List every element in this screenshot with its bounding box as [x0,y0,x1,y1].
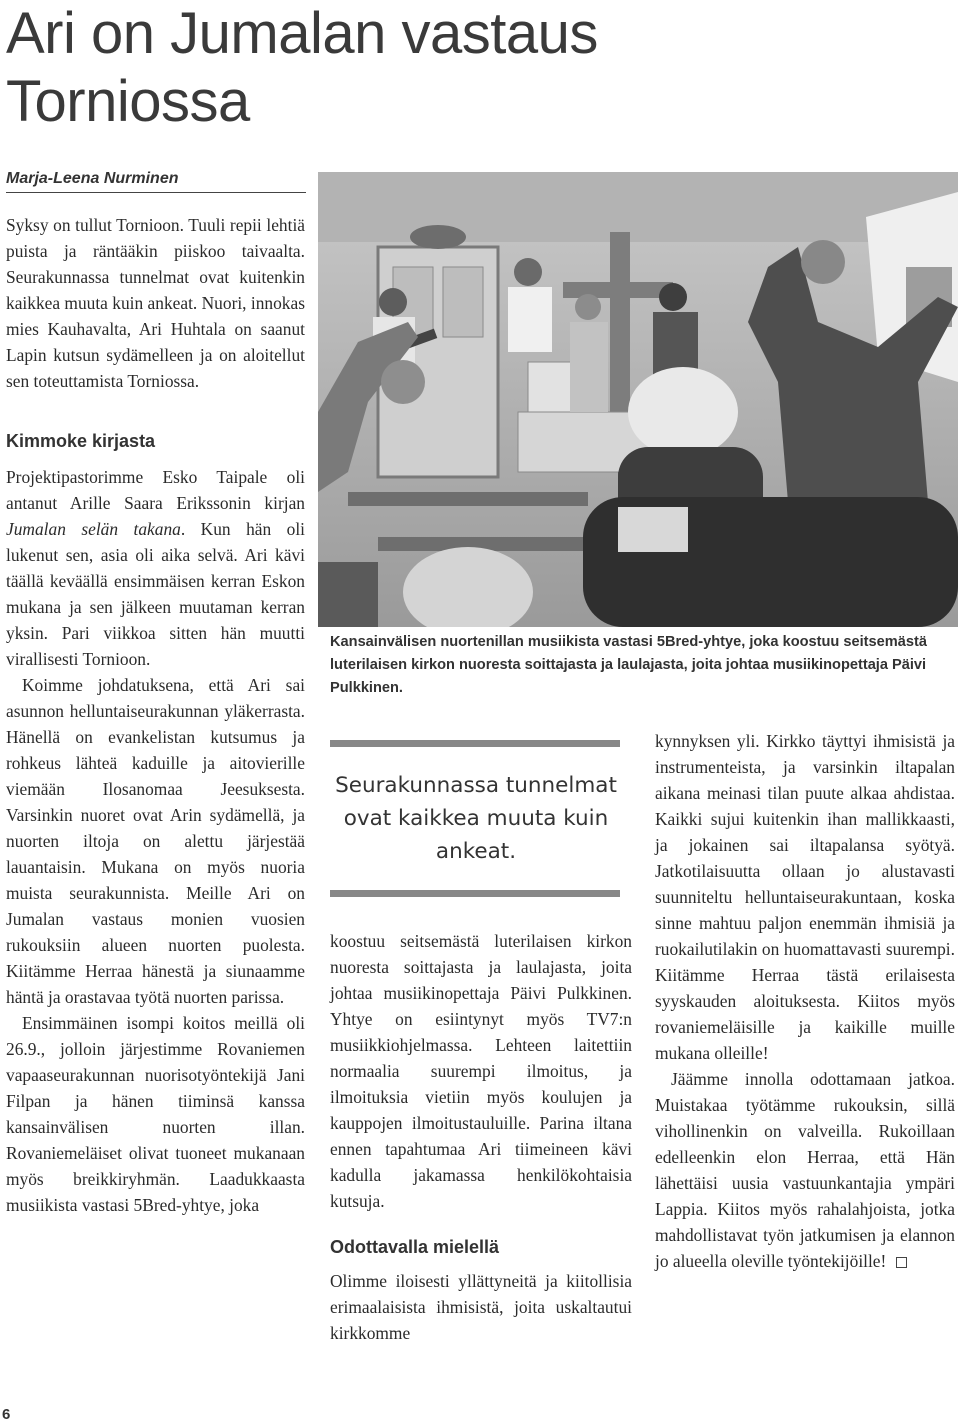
book-title: Jumalan selän takana [6,519,181,539]
photo-caption: Kansainvälisen nuortenillan musiikista vastasi 5Bred-yhtye, joka koostuu seitsemästä luterilaisen kirkon nuoresta soittajasta ja laulajasta, joita johtaa musiikinopettaja Päivi Pulkkinen. [330,634,927,696]
page-number: 6 [2,1406,11,1423]
subhead-odottavalla: Odottavalla mielellä [330,1237,500,1257]
col2-paragraph-2: Olimme iloisesti yllättyneitä ja kiitollisia erimaalaisista ihmisistä, joita uskaltautui kirkkomme [330,1271,632,1343]
column-3 [655,728,955,1274]
photo-illustration [318,172,958,627]
event-photo [318,172,958,627]
pull-quote-top-rule [330,740,620,747]
column-2 [330,928,632,1346]
intro-paragraph: Syksy on tullut Tornioon. Tuuli repii lehtiä puista ja räntääkin piiskoo taivaalta. Seurakunnassa tunnelmat ovat kuitenkin kaikkea muuta kuin ankeat. Nuori, innokas mies Kauhavalta, Ari Huhtala on saanut Lapin kutsun sydämelleen ja on aloitellut sen toteuttamista Torniossa. [6,215,305,391]
col1-paragraph-1: Projektipastorimme Esko Taipale oli antanut Arille Saara Erikssonin kirjan Jumalan selän takana. Kun hän oli lukenut sen, asia oli aika selvä. Ari kävi täällä keväällä ensimmäisen kerran Eskon mukana ja sen jälkeen muutaman kerran yksin. Pari viikkoa sitten hän muutti virallisesti Tornioon. [6,467,305,669]
article-headline: Ari on Jumalan vastaus Torniossa [6,1,598,134]
pull-quote-text: Seurakunnassa tunnelmat ovat kaikkea muuta kuin ankeat. [335,773,617,864]
col3-paragraph-2: Jäämme innolla odottamaan jatkoa. Muistakaa työtämme rukouksin, sillä vihollinenkin on valveilla. Rukoillaan edelleenkin elon Herraa, että Hän lähettäisi uusia vastuunkantajia ympäri Lappia. Kiitos myös rahalahjoista, jotka mahdollistavat työn jatkumisen ja elannon jo alueella oleville työntekijöille! [655,1069,955,1271]
column-1 [6,212,305,1218]
subhead-kimmoke: Kimmoke kirjasta [6,431,156,451]
end-of-article-square-icon [896,1257,907,1268]
pull-quote-bottom-rule [330,890,620,897]
col2-paragraph-1: koostuu seitsemästä luterilaisen kirkon nuoresta soittajasta ja laulajasta, joita johtaa musiikinopettaja Päivi Pulkkinen. Yhtye on esiintynyt myös TV7:n musiikkiohjelmassa. Lehteen laitettiin normaalia suurempi ilmoitus, ja ilmoituksia vietiin myös koulujen ja kauppojen ilmoitustauluille. Parina iltana ennen tapahtumaa Ari tiimeineen kävi kadulla jakamassa henkilökohtaisia kutsuja. [330,931,632,1211]
col3-paragraph-1: kynnyksen yli. Kirkko täyttyi ihmisistä ja instrumenteista, ja varsinkin iltapalan aikana meinasi tilan puute alkaa ahdistaa. Kaikki sujui kuitenkin ihan mallikkaasti, ja jokainen sai iltapalansa syötyä. Jatkotilaisuutta ollaan jo alustavasti suunniteltu helluntaiseurakuntaan, koska sinne mahtuu paljon enemmän ihmisiä ja ruokailutilakin on huomattavasti suurempi. Kiitämme Herraa tästä erilaisesta syyskauden aloituksesta. Kiitos myös rovaniemeläisille ja kaikille muille mukana olleille! [655,731,955,1063]
pull-quote [330,740,622,897]
byline: Marja-Leena Nurminen [6,170,306,193]
col1-paragraph-3: Ensimmäinen isompi koitos meillä oli 26.9., jolloin järjestimme Rovaniemen vapaaseurakunnan nuorisotyöntekijä Jani Filpan ja hänen tiiminsä kanssa kansainvälisen nuorten illan. Rovaniemeläiset olivat tuoneet mukanaan myös breikkiryhmän. Laadukkaasta musiikista vastasi 5Bred-yhtye, joka [6,1013,305,1215]
col1-paragraph-2: Koimme johdatuksena, että Ari sai asunnon helluntaiseurakunnan yläkerrasta. Hänellä on evankelistan kutsumus ja rohkeus lähteä kaduille ja aitovierille viemään Ilosanomaa Jeesuksesta. Varsinkin nuoret ovat Arin sydämellä, ja nuorten iltoja on alettu järjestää lauantaisin. Mukana on myös nuoria muista seurakunnista. Meille Ari on Jumalan vastaus monien vuosien rukouksiin alueen nuorten puolesta. Kiitämme Herraa hänestä ja siunaamme häntä ja orastavaa työtä nuorten parissa. [6,675,305,1007]
